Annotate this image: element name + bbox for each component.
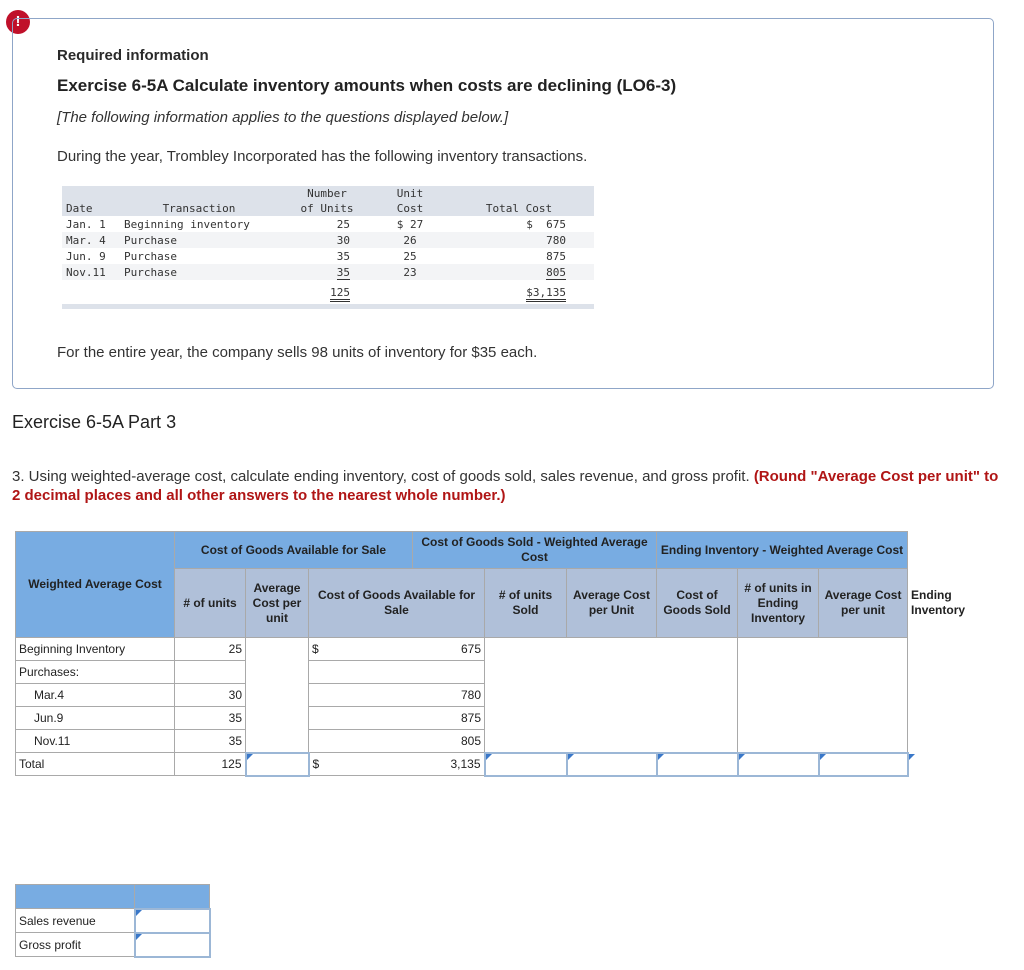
grid-row <box>16 638 908 661</box>
row-total-cost <box>444 264 594 280</box>
transactions-table <box>62 186 594 309</box>
intro-text: During the year, Trombley Incorporated has the following inventory transactions. <box>57 148 588 165</box>
transaction-total-row <box>62 280 594 304</box>
total-cost: $3,135 <box>526 286 566 302</box>
info-note: [The following information applies to the questions displayed below.] <box>57 109 509 126</box>
header-cost-line2: Cost <box>396 202 424 215</box>
row-label: Purchases: <box>16 661 175 684</box>
header-cost-line1: Unit <box>396 187 424 200</box>
row-units <box>278 232 376 248</box>
row-date: Jun. 9 <box>66 249 106 263</box>
row-date: Nov.11 <box>62 264 120 280</box>
weighted-average-table: Weighted Average Cost Cost of Goods Available for Sale Cost of Goods Sold - Weighted Average Cost Ending Inventory - Weighted Average Cost # of units Average Cost per unit Cost of Goods Available for Sale # of units Sold Average Cost per Unit Cost of Goods Sold # of units in Ending Inventory Average Cost per unit Ending Inventory Beginning Inventory 25 $ 675 Purchases: Mar.4 30 780 Jun.9 35 875 Nov.11 35 805 Total 125 $ 3,135 <box>15 531 909 777</box>
row-total-value: 875 <box>546 249 566 263</box>
total-label: Total <box>16 753 175 776</box>
cost-cell: 875 <box>413 707 485 730</box>
column-header: # of units Sold <box>485 569 567 638</box>
units-cell: 35 <box>175 730 246 753</box>
avg-cost-input[interactable] <box>246 753 309 776</box>
row-total-cost <box>444 248 594 264</box>
dollar-cell: $ <box>309 638 413 661</box>
cogs-input[interactable] <box>657 753 738 776</box>
summary-header-label <box>16 885 135 909</box>
header-units-line1: Number <box>307 187 347 200</box>
row-unit-cost: 25 <box>403 249 417 263</box>
row-unit-cost: $ 27 <box>396 217 424 231</box>
row-total-cost <box>444 232 594 248</box>
exercise-title: Exercise 6-5A Calculate inventory amounts when costs are declining (LO6-3) <box>57 76 677 95</box>
corner-header: Weighted Average Cost <box>16 532 175 638</box>
row-label: Mar.4 <box>16 684 175 707</box>
required-information-label: Required information <box>57 47 209 64</box>
row-label: Nov.11 <box>16 730 175 753</box>
header-date: Date <box>62 186 120 216</box>
total-row <box>16 753 908 776</box>
part-title: Exercise 6-5A Part 3 <box>12 412 177 432</box>
transaction-row <box>62 248 594 264</box>
row-transaction: Purchase <box>120 264 278 280</box>
header-units <box>278 186 376 216</box>
row-transaction: Purchase <box>124 249 177 263</box>
total-units: 125 <box>330 286 350 302</box>
summary-table <box>15 884 211 958</box>
row-label: Jun.9 <box>16 707 175 730</box>
row-units <box>278 264 376 280</box>
cost-cell: 805 <box>413 730 485 753</box>
row-units <box>278 216 376 232</box>
transaction-row <box>62 264 594 280</box>
row-unit-cost: 23 <box>376 264 444 280</box>
total-units-cell: 125 <box>175 753 246 776</box>
column-header: Average Cost per unit <box>246 569 309 638</box>
cost-cell: 675 <box>413 638 485 661</box>
group-header-ending: Ending Inventory - Weighted Average Cost <box>657 532 908 569</box>
sales-revenue-input[interactable] <box>135 909 210 933</box>
header-units-line2: of Units <box>300 202 354 215</box>
row-total-value: 780 <box>546 233 566 247</box>
header-total: Total Cost <box>444 186 594 216</box>
cogs-avg-cost-input[interactable] <box>567 753 657 776</box>
units-cell: 25 <box>175 638 246 661</box>
avg-cost-blank <box>246 638 309 753</box>
cogs-blank-area <box>485 638 738 753</box>
row-unit-cost: 26 <box>376 232 444 248</box>
header-transaction: Transaction <box>120 186 278 216</box>
row-label: Beginning Inventory <box>16 638 175 661</box>
group-header-cogs: Cost of Goods Sold - Weighted Average Cost <box>413 532 657 569</box>
summary-header-value <box>135 885 210 909</box>
column-header: Average Cost per Unit <box>567 569 657 638</box>
row-units-value: 35 <box>336 265 350 279</box>
cost-cell: 780 <box>413 684 485 707</box>
row-units-value: 25 <box>336 217 350 231</box>
column-header: Average Cost per unit <box>819 569 908 638</box>
row-total-value: 805 <box>546 265 566 279</box>
column-header: # of units in Ending Inventory <box>738 569 819 638</box>
dollar-cell <box>309 684 413 707</box>
ending-avg-cost-input[interactable] <box>819 753 908 776</box>
dollar-cell <box>309 730 413 753</box>
gross-profit-input[interactable] <box>135 933 210 957</box>
column-header: Cost of Goods Available for Sale <box>309 569 485 638</box>
transaction-row <box>62 216 594 232</box>
transaction-row <box>62 232 594 248</box>
row-total-cost <box>444 216 594 232</box>
sales-revenue-label: Sales revenue <box>16 909 135 933</box>
dollar-cell <box>309 707 413 730</box>
row-date: Mar. 4 <box>62 232 120 248</box>
column-header: # of units <box>175 569 246 638</box>
alert-icon: ! <box>6 10 30 34</box>
units-cell: 30 <box>175 684 246 707</box>
question-instruction: (Round "Average Cost per unit" to 2 decimal places and all other answers to the nearest whole number.) <box>12 468 999 504</box>
total-cost-cell: 3,135 <box>413 753 485 776</box>
group-header-available: Cost of Goods Available for Sale <box>175 532 413 569</box>
ending-blank-area <box>738 638 908 753</box>
sales-info: For the entire year, the company sells 98 units of inventory for $35 each. <box>57 344 538 361</box>
question-body: 3. Using weighted-average cost, calculate ending inventory, cost of goods sold, sales revenue, and gross profit. <box>12 468 754 485</box>
column-header: Cost of Goods Sold <box>657 569 738 638</box>
units-cell: 35 <box>175 707 246 730</box>
row-total-value: $ 675 <box>526 217 566 231</box>
total-dollar: $ <box>309 753 413 776</box>
question-text <box>12 467 1002 505</box>
row-transaction: Beginning inventory <box>124 217 250 231</box>
cost-cell <box>413 661 485 684</box>
units-cell <box>175 661 246 684</box>
row-units-value: 30 <box>336 233 350 247</box>
row-transaction: Purchase <box>120 232 278 248</box>
header-cost <box>376 186 444 216</box>
units-sold-input[interactable] <box>485 753 567 776</box>
row-units <box>278 248 376 264</box>
row-date: Jan. 1 <box>66 217 106 231</box>
gross-profit-label: Gross profit <box>16 933 135 957</box>
row-units-value: 35 <box>336 249 350 263</box>
dollar-cell <box>309 661 413 684</box>
ending-units-input[interactable] <box>738 753 819 776</box>
